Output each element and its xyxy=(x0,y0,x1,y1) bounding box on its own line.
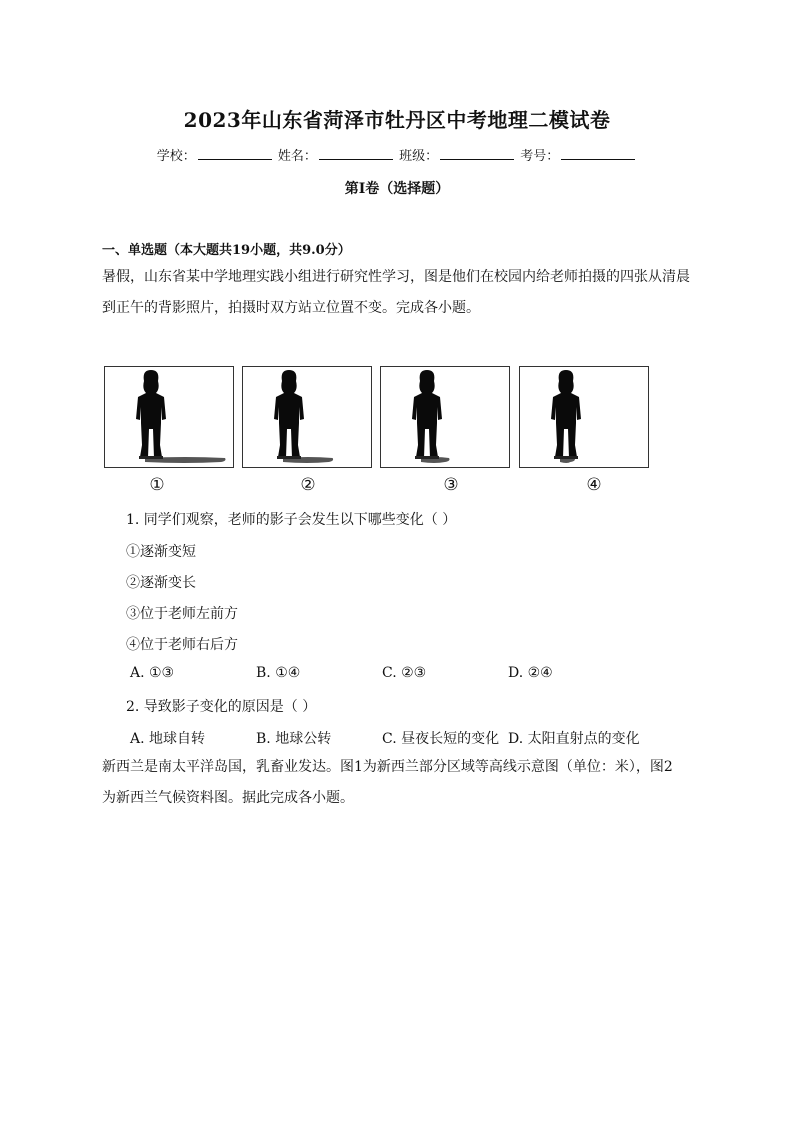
part-title: 第I卷（选择题） xyxy=(344,181,450,197)
class-label: 班级： xyxy=(399,149,439,164)
intro-line-2: 到正午的背影照片，拍摄时双方站立位置不变。完成各小题。 xyxy=(102,300,480,316)
next-intro-line-1: 新西兰是南太平洋岛国，乳畜业发达。图1为新西兰部分区域等高线示意图（单位：米），图2 xyxy=(102,759,673,775)
teacher-silhouette-2 xyxy=(243,367,371,467)
exam-number-label: 考号： xyxy=(520,149,560,164)
name-label: 姓名： xyxy=(277,149,317,164)
teacher-silhouette-3 xyxy=(381,367,509,467)
photo-label-3: ③ xyxy=(443,475,459,495)
teacher-silhouette-4 xyxy=(520,367,648,467)
q2-option-a[interactable]: A. 地球自转 xyxy=(130,731,206,747)
section-heading: 一、单选题（本大题共19小题，共9.0分） xyxy=(102,243,351,258)
teacher-feet-2 xyxy=(277,456,301,459)
question-1-stem: 1. 同学们观察，老师的影子会发生以下哪些变化（ ） xyxy=(126,512,457,528)
q1-statement-4: ④位于老师右后方 xyxy=(126,637,238,653)
q1-statement-3: ③位于老师左前方 xyxy=(126,606,238,622)
teacher-feet-3 xyxy=(415,456,439,459)
teacher-body-4 xyxy=(551,370,581,458)
exam-title: 2023年山东省菏泽市牡丹区中考地理二模试卷 xyxy=(183,108,611,132)
q1-statement-1: ①逐渐变短 xyxy=(126,544,196,560)
photo-label-4: ④ xyxy=(586,475,602,495)
q2-option-b[interactable]: B. 地球公转 xyxy=(256,731,332,747)
photo-2 xyxy=(242,366,372,468)
teacher-feet-1 xyxy=(139,456,163,459)
q2-option-c[interactable]: C. 昼夜长短的变化 xyxy=(382,731,500,747)
student-info-line xyxy=(0,145,794,164)
q1-option-b[interactable]: B. ①④ xyxy=(256,665,301,681)
photo-3 xyxy=(380,366,510,468)
q1-statement-2: ②逐渐变长 xyxy=(126,575,196,591)
question-2-stem: 2. 导致影子变化的原因是（ ） xyxy=(126,699,317,715)
next-intro-line-2: 为新西兰气候资料图。据此完成各小题。 xyxy=(102,790,354,806)
q2-option-d[interactable]: D. 太阳直射点的变化 xyxy=(508,731,640,747)
photo-label-2: ② xyxy=(300,475,316,495)
teacher-feet-4 xyxy=(554,456,578,459)
q1-option-c[interactable]: C. ②③ xyxy=(382,665,427,681)
photo-4 xyxy=(519,366,649,468)
q1-option-d[interactable]: D. ②④ xyxy=(508,665,553,681)
class-blank[interactable] xyxy=(440,147,514,160)
exam-number-blank[interactable] xyxy=(561,147,635,160)
name-blank[interactable] xyxy=(319,147,393,160)
intro-paragraph xyxy=(102,262,702,324)
photo-label-1: ① xyxy=(149,475,165,495)
teacher-body-1 xyxy=(136,370,166,458)
next-intro-paragraph xyxy=(102,752,702,814)
teacher-body-3 xyxy=(412,370,442,458)
school-label: 学校： xyxy=(156,149,196,164)
photo-1 xyxy=(104,366,234,468)
teacher-body-2 xyxy=(274,370,304,458)
school-blank[interactable] xyxy=(198,147,272,160)
q1-option-a[interactable]: A. ①③ xyxy=(130,665,175,681)
intro-line-1: 暑假，山东省某中学地理实践小组进行研究性学习，图是他们在校园内给老师拍摄的四张从清晨 xyxy=(102,269,690,285)
teacher-silhouette-1 xyxy=(105,367,233,467)
